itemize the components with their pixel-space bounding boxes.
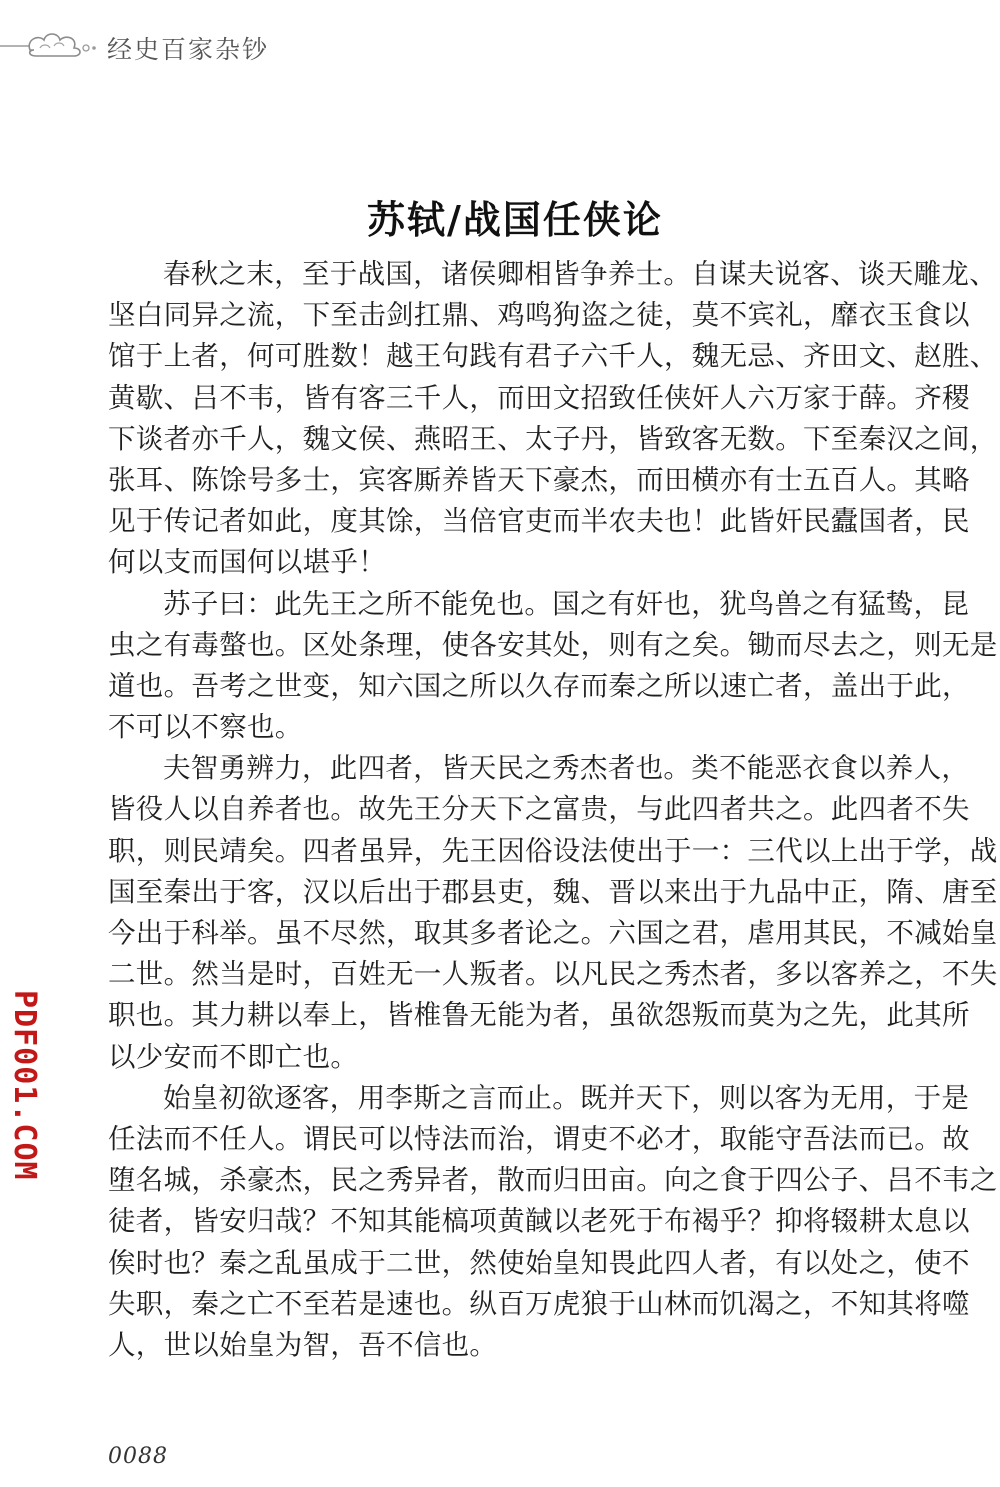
running-header bbox=[0, 26, 420, 70]
text-line: 以少安而不即亡也。 bbox=[108, 1040, 359, 1073]
page-number: 0088 bbox=[108, 1444, 168, 1469]
cloud-ornament-icon bbox=[0, 26, 100, 66]
text-line: 二世。然当是时，百姓无一人叛者。以凡民之秀杰者，多以客养之，不失 bbox=[108, 958, 998, 991]
watermark-text: PDF001.COM bbox=[7, 990, 42, 1181]
text-line: 虫之有毒螫也。区处条理，使各安其处，则有之矣。锄而尽去之，则无是 bbox=[108, 628, 998, 661]
text-line: 张耳、陈馀号多士，宾客厮养皆天下豪杰，而田横亦有士五百人。其略 bbox=[108, 463, 970, 496]
text-line: 国至秦出于客，汉以后出于郡县吏，魏、晋以来出于九品中正，隋、唐至 bbox=[108, 875, 998, 908]
watermark bbox=[2, 990, 42, 1190]
text-line: 始皇初欲逐客，用李斯之言而止。既并天下，则以客为无用，于是 bbox=[163, 1081, 970, 1114]
article-title: 苏轼/战国任侠论 bbox=[367, 197, 663, 243]
text-line: 见于传记者如此，度其馀，当倍官吏而半农夫也！此皆奸民蠹国者，民 bbox=[108, 505, 970, 538]
text-line: 徒者，皆安归哉？不知其能槁项黄馘以老死于布褐乎？抑将辍耕太息以 bbox=[108, 1205, 970, 1238]
text-line: 堕名城，杀豪杰，民之秀异者，散而归田亩。向之食于四公子、吕不韦之 bbox=[108, 1164, 998, 1197]
text-line: 任法而不任人。谓民可以恃法而治，谓吏不必才，取能守吾法而已。故 bbox=[108, 1122, 970, 1155]
text-line: 人，世以始皇为智，吾不信也。 bbox=[108, 1328, 498, 1361]
text-line: 何以支而国何以堪乎！ bbox=[108, 546, 386, 579]
text-line: 馆于上者，何可胜数！越王句践有君子六千人，魏无忌、齐田文、赵胜、 bbox=[108, 340, 998, 373]
text-line: 夫智勇辨力，此四者，皆天民之秀杰者也。类不能恶衣食以养人， bbox=[163, 752, 970, 785]
text-line: 俟时也？秦之乱虽成于二世，然使始皇知畏此四人者，有以处之，使不 bbox=[108, 1246, 970, 1279]
text-line: 职也。其力耕以奉上，皆椎鲁无能为者，虽欲怨叛而莫为之先，此其所 bbox=[108, 999, 970, 1032]
text-line: 皆役人以自养者也。故先王分天下之富贵，与此四者共之。此四者不失 bbox=[108, 793, 970, 826]
text-line: 道也。吾考之世变，知六国之所以久存而秦之所以速亡者，盖出于此， bbox=[108, 669, 970, 702]
text-line: 失职，秦之亡不至若是速也。纵百万虎狼于山林而饥渴之，不知其将噬 bbox=[108, 1287, 970, 1320]
text-line: 黄歇、吕不韦，皆有客三千人，而田文招致任侠奸人六万家于薛。齐稷 bbox=[108, 381, 970, 414]
text-line: 春秋之末，至于战国，诸侯卿相皆争养士。自谋夫说客、谈天雕龙、 bbox=[163, 258, 997, 290]
text-line: 下谈者亦千人，魏文侯、燕昭王、太子丹，皆致客无数。下至秦汉之间， bbox=[108, 422, 998, 455]
article-body bbox=[108, 254, 998, 1366]
text-line: 今出于科举。虽不尽然，取其多者论之。六国之君，虐用其民，不减始皇 bbox=[108, 917, 998, 949]
text-line: 职，则民靖矣。四者虽异，先王因俗设法使出于一：三代以上出于学，战 bbox=[108, 834, 998, 867]
text-line: 苏子曰：此先王之所不能免也。国之有奸也，犹鸟兽之有猛鸷，昆 bbox=[163, 587, 970, 620]
book-title: 经史百家杂钞 bbox=[107, 35, 270, 64]
text-line: 坚白同异之流，下至击剑扛鼎、鸡鸣狗盗之徒，莫不宾礼，靡衣玉食以 bbox=[108, 299, 970, 332]
text-line: 不可以不察也。 bbox=[108, 711, 303, 744]
